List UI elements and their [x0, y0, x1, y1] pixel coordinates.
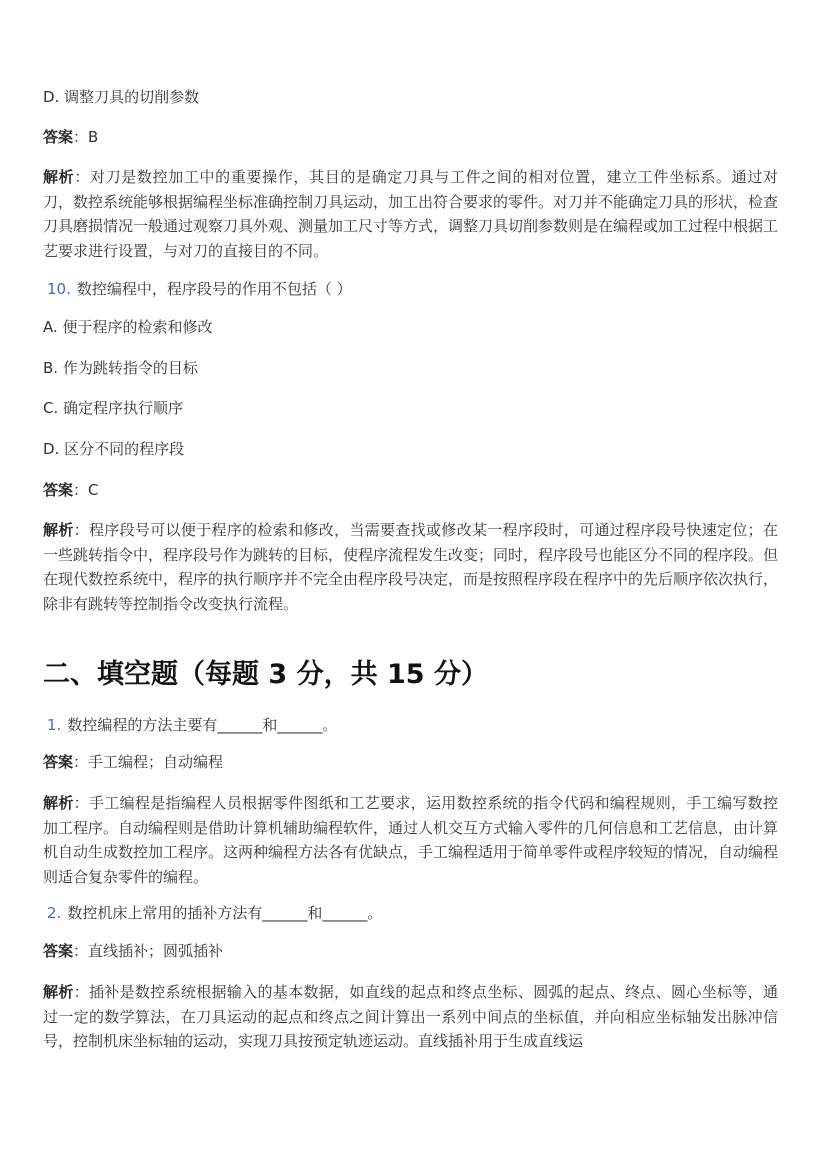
analysis-text: 对刀是数控加工中的重要操作，其目的是确定刀具与工件之间的相对位置，建立工件坐标系。通过对刀，数控系统能够根据编程坐标准确控制刀具运动，加工出符合要求的零件。对刀并不能确定刀具的形状，检查刀具磨损情况一般通过观察刀具外观、测量加工尺寸等方式，调整刀具切削参数则是在编程或加工过程中根据工艺要求进行设置，与对刀的直接目的不同。 — [43, 168, 779, 260]
analysis-label: 解析 — [43, 521, 74, 539]
answer-value: 手工编程；自动编程 — [88, 753, 224, 771]
q9-option-d: D. 调整刀具的切削参数 — [43, 88, 200, 106]
answer-value: 直线插补；圆弧插补 — [88, 942, 224, 960]
fill2-answer — [43, 939, 223, 963]
answer-value: B — [88, 128, 99, 146]
question-number: 10. — [47, 280, 71, 298]
analysis-text: 插补是数控系统根据输入的基本数据，如直线的起点和终点坐标、圆弧的起点、终点、圆心坐标等，通过一定的数学算法，在刀具运动的起点和终点之间计算出一系列中间点的坐标值，并向相应坐标轴发出脉冲信号，控制机床坐标轴的运动，实现刀具按预定轨迹运动。直线插补用于生成直线运 — [43, 983, 778, 1050]
answer-label: 答案 — [43, 128, 74, 146]
analysis-sep: ： — [74, 168, 90, 186]
answer-label: 答案 — [43, 942, 74, 960]
q9-analysis — [43, 165, 778, 263]
fill2-analysis — [43, 980, 778, 1054]
q10-answer — [43, 478, 99, 502]
q10-option-b: B. 作为跳转指令的目标 — [43, 359, 198, 377]
question-number: 2. — [47, 904, 62, 922]
analysis-sep: ： — [73, 983, 89, 1001]
question-number: 1. — [47, 716, 62, 734]
q10-option-d: D. 区分不同的程序段 — [43, 440, 185, 458]
analysis-sep: ： — [73, 794, 89, 812]
analysis-sep: ： — [73, 521, 89, 539]
q10-question — [47, 277, 352, 301]
question-text: 数控机床上常用的插补方法有______和______。 — [67, 904, 383, 922]
analysis-text: 程序段号可以便于程序的检索和修改，当需要查找或修改某一程序段时，可通过程序段号快速定位；在一些跳转指令中，程序段号作为跳转的目标，使程序流程发生改变；同时，程序段号也能区分不同的程序段。但在现代数控系统中，程序的执行顺序并不完全由程序段号决定，而是按照程序段在程序中的先后顺序依次执行，除非有跳转等控制指令改变执行流程。 — [43, 521, 779, 613]
question-text: 数控编程中，程序段号的作用不包括（ ） — [76, 280, 352, 298]
q10-option-c: C. 确定程序执行顺序 — [43, 399, 184, 417]
answer-label: 答案 — [43, 481, 74, 499]
answer-sep: ： — [73, 128, 89, 146]
answer-sep: ： — [73, 942, 89, 960]
answer-sep: ： — [73, 753, 89, 771]
analysis-label: 解析 — [43, 168, 75, 186]
fill2-question — [47, 901, 382, 925]
fill1-answer — [43, 750, 223, 774]
section-title: 二、填空题（每题 3 分，共 15 分） — [43, 659, 488, 690]
question-text: 数控编程的方法主要有______和______。 — [67, 716, 338, 734]
answer-value: C — [88, 481, 99, 499]
fill1-question — [47, 713, 337, 737]
analysis-text: 手工编程是指编程人员根据零件图纸和工艺要求，运用数控系统的指令代码和编程规则，手工编写数控加工程序。自动编程则是借助计算机辅助编程软件，通过人机交互方式输入零件的几何信息和工艺信息，由计算机自动生成数控加工程序。这两种编程方法各有优缺点，手工编程适用于简单零件或程序较短的情况，自动编程则适合复杂零件的编程。 — [43, 794, 779, 886]
q10-analysis — [43, 518, 778, 616]
analysis-label: 解析 — [43, 794, 74, 812]
fill1-analysis — [43, 791, 778, 889]
analysis-label: 解析 — [43, 983, 74, 1001]
q9-answer — [43, 125, 98, 149]
answer-sep: ： — [73, 481, 89, 499]
q10-option-a: A. 便于程序的检索和修改 — [43, 318, 213, 336]
answer-label: 答案 — [43, 753, 74, 771]
